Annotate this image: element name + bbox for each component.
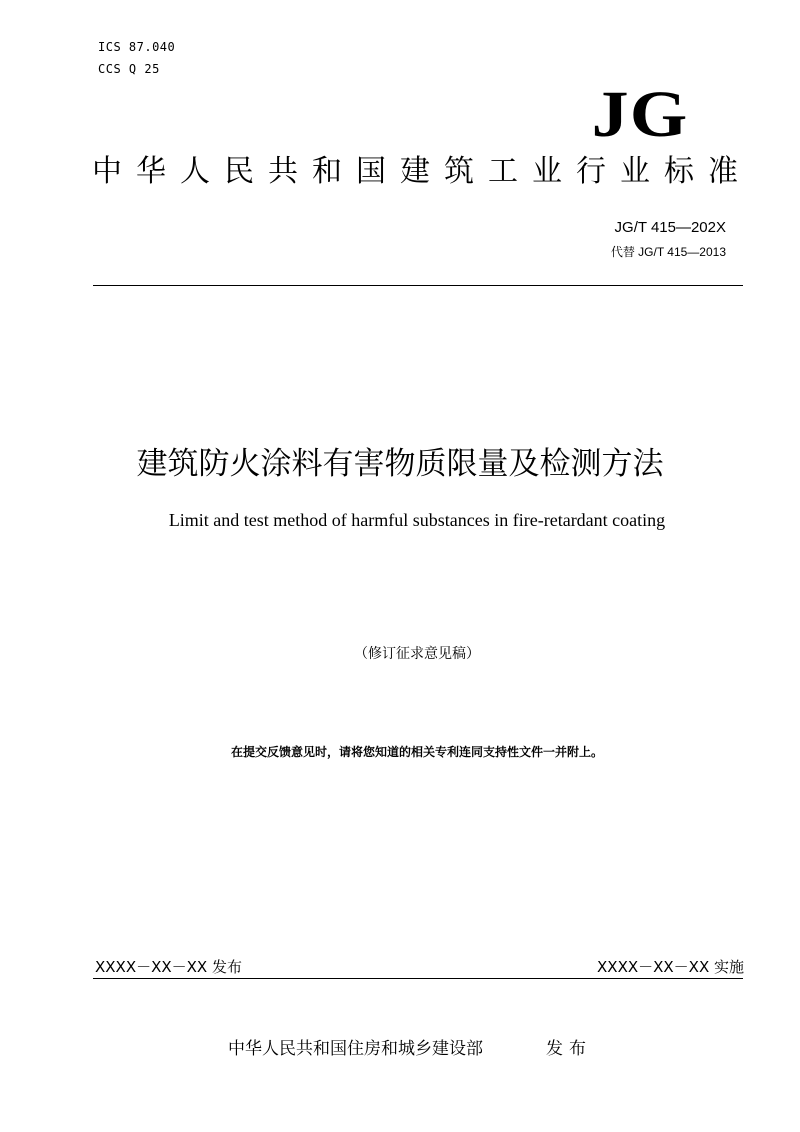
jg-logo: JG — [591, 78, 688, 151]
category-char: 标 — [664, 154, 694, 189]
category-char: 国 — [356, 154, 386, 189]
header-divider — [93, 285, 743, 286]
publish-date: XXXX－XX－XX 发布 — [95, 958, 242, 976]
issue-action: 发布 — [546, 1039, 592, 1059]
ics-code: ICS 87.040 — [98, 40, 176, 54]
standard-category — [92, 152, 738, 192]
patent-notice: 在提交反馈意见时，请将您知道的相关专利连同支持性文件一并附上。 — [230, 745, 603, 759]
title-english: Limit and test method of harmful substances in fire-retardant coating — [168, 510, 666, 530]
category-char: 筑 — [444, 154, 474, 189]
category-char: 准 — [708, 154, 738, 189]
category-char: 人 — [180, 154, 210, 189]
standard-number: JG/T 415—202X — [614, 219, 726, 236]
issuing-authority: 中华人民共和国住房和城乡建设部 — [228, 1039, 483, 1059]
category-char: 业 — [532, 154, 562, 189]
title-chinese: 建筑防火涂料有害物质限量及检测方法 — [136, 446, 664, 482]
category-char: 业 — [620, 154, 650, 189]
draft-status: （修订征求意见稿） — [354, 646, 480, 662]
category-char: 中 — [92, 154, 122, 189]
category-char: 华 — [136, 154, 166, 189]
category-char: 工 — [488, 154, 518, 189]
category-char: 建 — [400, 154, 430, 189]
ccs-code: CCS Q 25 — [98, 62, 160, 76]
footer-divider — [93, 978, 743, 979]
implement-date: XXXX－XX－XX 实施 — [597, 958, 744, 976]
replaces-standard: 代替 JG/T 415—2013 — [610, 245, 726, 259]
category-char: 和 — [312, 154, 342, 189]
category-char: 共 — [268, 154, 298, 189]
category-char: 民 — [224, 154, 254, 189]
category-char: 行 — [576, 154, 606, 189]
